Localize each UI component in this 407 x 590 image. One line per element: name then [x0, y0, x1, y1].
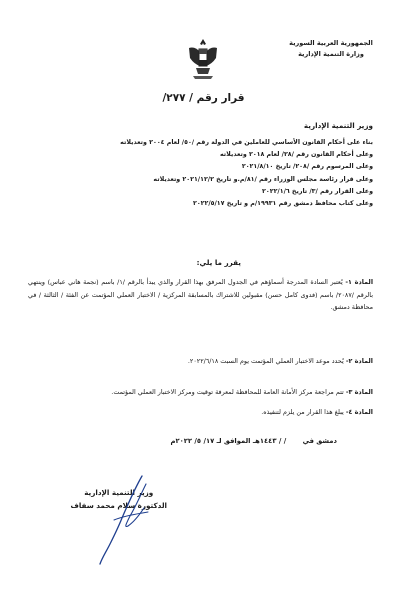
letterhead: [281, 38, 381, 60]
article-label: المادة ٤-: [345, 408, 373, 416]
signatory-name: الدكتورة سلام محمد سفاف: [70, 501, 167, 510]
ministry-name: وزارة التنمية الإدارية: [298, 50, 364, 58]
article-3: [28, 386, 373, 399]
article-2: [28, 355, 373, 368]
article-text: تتم مراجعة مركز الأمانة العامة للمحافظة لمعرفة توقيت ومركز الاختبار العملي المؤتمت.: [111, 388, 344, 396]
decision-number: قرار رقم / ٢٧٧/: [162, 92, 245, 104]
reference-line: بناء على أحكام القانون الأساسي للعاملين في الدولة رقم /٥٠/ لعام ٢٠٠٤ وتعديلاته: [120, 139, 373, 146]
article-text: يبلغ هذا القرار من يلزم لتنفيذه.: [261, 408, 344, 416]
issue-date: [170, 437, 337, 445]
article-1: [28, 276, 373, 314]
article-label: المادة ٣-: [345, 388, 373, 396]
article-text: يُحدد موعد الاختبار العملي المؤتمت يوم السبت ٢٠٢٢/٦/١٨.: [187, 357, 344, 365]
article-text: يُعتبر السادة المدرجة أسماؤهم في الجدول المرفق بهذا القرار والذي يبدأ بالرقم /١/ باسم (نجمة هاني عباس) وينتهي بالرقم /٢٠٨٧/ باسم (فدوى كامل حسن) مقبولين للاشتراك بالمسابقة المركزية / الاختبار العملي المؤتمت عن الفئة / الثالثة / في محافظة دمشق.: [28, 278, 373, 311]
article-label: المادة ١-: [345, 278, 374, 286]
date-value: / / ١٤٤٣هـ الموافق لـ ١٧/ ٥/ ٢٠٢٢م: [170, 437, 287, 445]
issuer-title: وزير التنمية الإدارية: [303, 121, 373, 130]
reference-line: وعلى أحكام القانون رقم /٢٨/ لعام ٢٠١٨ وتعديلاته: [219, 151, 373, 159]
reference-line: وعلى القرار رقم /٣/ تاريخ ٢٠٢٢/١/٦: [262, 187, 373, 195]
eagle-emblem-icon: [187, 36, 219, 82]
reference-line: وعلى كتاب محافظ دمشق رقم ١٩٩٣١/م و تاريخ ٢٠٢٢/٥/١٧: [192, 200, 373, 208]
handwritten-signature-icon: [84, 470, 166, 570]
decides-heading: يقرر ما يلي:: [196, 258, 241, 267]
legal-references: [33, 137, 373, 210]
article-label: المادة ٢-: [345, 357, 373, 365]
republic-name: الجمهورية العربية السورية: [289, 39, 373, 47]
signatory-title: وزير التنمية الإدارية: [84, 488, 154, 497]
article-4: [28, 406, 373, 419]
reference-line: وعلى قرار رئاسة مجلس الوزراء رقم /٨١/م.و تاريخ ٢٠٢١/١٢/٢ وتعديلاته: [153, 175, 373, 183]
reference-line: وعلى المرسوم رقم /٢٠٨/ تاريخ ٢٠٢١/٨/١٠: [241, 163, 373, 171]
date-label: دمشق في: [302, 437, 337, 445]
